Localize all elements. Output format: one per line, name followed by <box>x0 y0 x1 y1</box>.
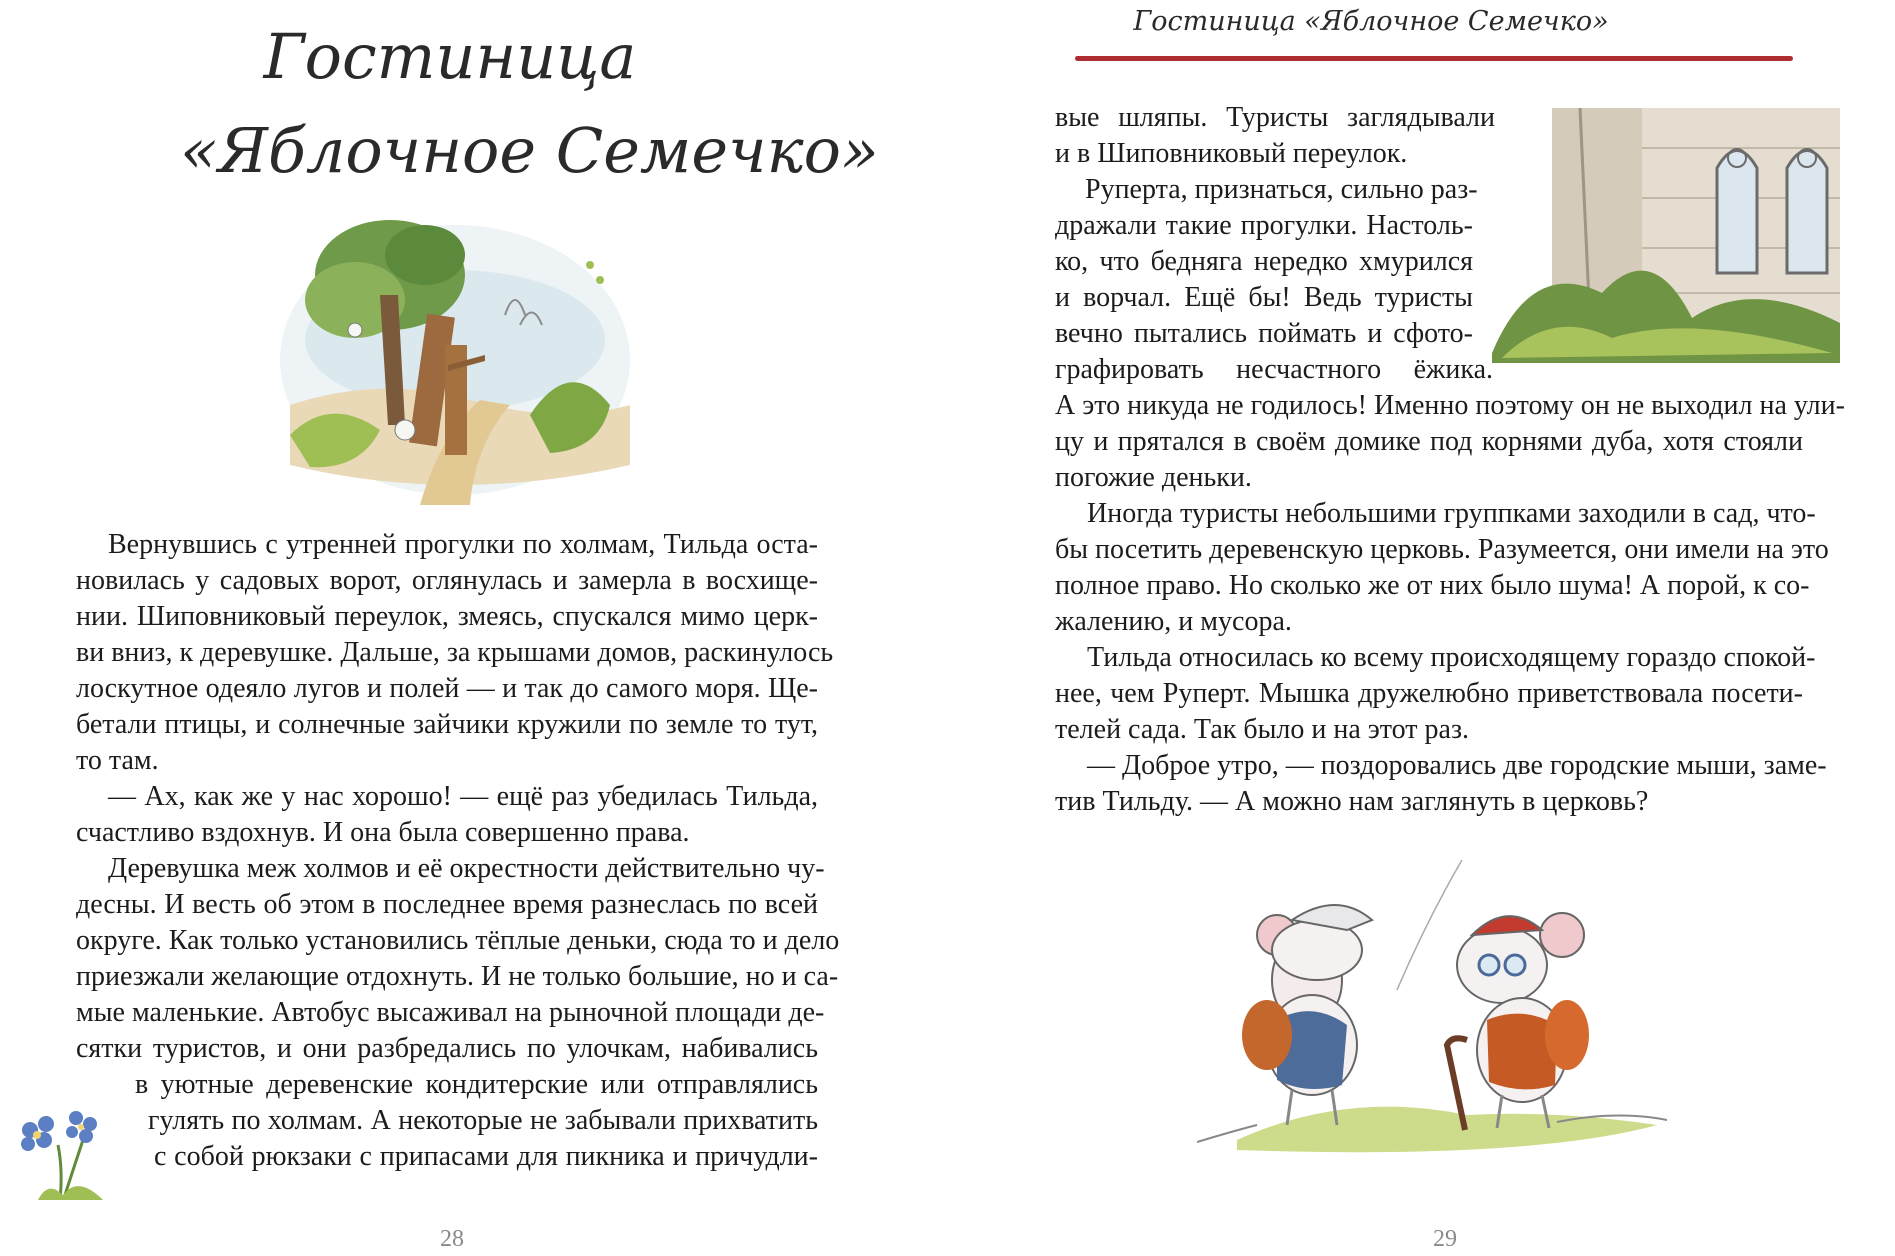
text-line: счастливо вздохнув. И она была совершенно права. <box>76 817 690 848</box>
text-line: новилась у садовых ворот, оглянулась и замерла в восхище- <box>76 565 818 596</box>
text-line: ви вниз, к деревушке. Дальше, за крышами домов, раскинулось <box>76 637 834 668</box>
text-line: тив Тильду. — А можно нам заглянуть в церковь? <box>1055 786 1649 817</box>
text-line: лоскутное одеяло лугов и полей — и так до самого моря. Ще- <box>76 673 818 704</box>
text-line: в уютные деревенские кондитерские или отправлялись <box>135 1069 818 1100</box>
text-line: дражали такие прогулки. Настоль- <box>1055 210 1473 241</box>
tourist-mice-illustration <box>1197 860 1667 1160</box>
text-line: полное право. Но сколько же от них было шума! А порой, к со- <box>1055 570 1810 601</box>
text-line: телей сада. Так было и на этот раз. <box>1055 714 1470 745</box>
chapter-title <box>180 10 879 198</box>
text-line: мые маленькие. Автобус высаживал на рыночной площади де- <box>76 997 825 1028</box>
text-line: Деревушка меж холмов и её окрестности действительно чу- <box>108 853 825 884</box>
left-page <box>0 0 947 1256</box>
chapter-title-line-2: «Яблочное Семечко» <box>180 114 879 187</box>
text-line: графировать несчастного ёжика. <box>1055 354 1493 385</box>
header-rule <box>1075 56 1793 61</box>
text-line: цу и прятался в своём домике под корнями дуба, хотя стояли <box>1055 426 1803 457</box>
text-line: жалению, и мусора. <box>1055 606 1292 637</box>
text-line: с собой рюкзаки с припасами для пикника и причудли- <box>154 1141 818 1172</box>
text-line: и ворчал. Ещё бы! Ведь туристы <box>1055 282 1473 313</box>
text-line: десны. И весть об этом в последнее время разнеслась по всей <box>76 889 818 920</box>
text-line: вечно пытались поймать и сфото- <box>1055 318 1473 349</box>
text-line: бетали птицы, и солнечные зайчики кружили по земле то тут, <box>76 709 818 740</box>
text-line: — Доброе утро, — поздоровались две городские мыши, заме- <box>1087 750 1827 781</box>
running-head: Гостиница «Яблочное Семечко» <box>1133 6 1609 37</box>
page-number-left: 28 <box>440 1226 464 1252</box>
church-wall-illustration <box>1492 108 1840 363</box>
text-line: — Ах, как же у нас хорошо! — ещё раз убедилась Тильда, <box>108 781 818 812</box>
blue-flowers-illustration <box>8 1100 113 1205</box>
text-line: нее, чем Руперт. Мышка дружелюбно приветствовала посети- <box>1055 678 1803 709</box>
text-line: вые шляпы. Туристы заглядывали <box>1055 102 1495 133</box>
text-line: то там. <box>76 745 159 776</box>
text-line: ко, что бедняга нередко хмурился <box>1055 246 1473 277</box>
text-line: Вернувшись с утренней прогулки по холмам, Тильда оста- <box>108 529 818 560</box>
chapter-title-line-1: Гостиница <box>263 20 637 93</box>
text-line: Руперта, признаться, сильно раз- <box>1085 174 1478 205</box>
text-line: А это никуда не годилось! Именно поэтому он не выходил на ули- <box>1055 390 1845 421</box>
text-line: сятки туристов, и они разбредались по улочкам, набивались <box>76 1033 818 1064</box>
garden-gate-illustration <box>270 205 640 505</box>
text-line: округе. Как только установились тёплые деньки, сюда то и дело <box>76 925 840 956</box>
text-line: погожие деньки. <box>1055 462 1252 493</box>
page-number-right: 29 <box>1433 1226 1457 1252</box>
text-line: гулять по холмам. А некоторые не забывали прихватить <box>148 1105 818 1136</box>
text-line: приезжали желающие отдохнуть. И не только большие, но и са- <box>76 961 839 992</box>
text-line: бы посетить деревенскую церковь. Разумеется, они имели на это <box>1055 534 1829 565</box>
text-line: Иногда туристы небольшими группками заходили в сад, что- <box>1087 498 1816 529</box>
right-page <box>947 0 1895 1256</box>
text-line: Тильда относилась ко всему происходящему гораздо спокой- <box>1087 642 1816 673</box>
text-line: и в Шиповниковый переулок. <box>1055 138 1408 169</box>
text-line: нии. Шиповниковый переулок, змеясь, спускался мимо церк- <box>76 601 818 632</box>
